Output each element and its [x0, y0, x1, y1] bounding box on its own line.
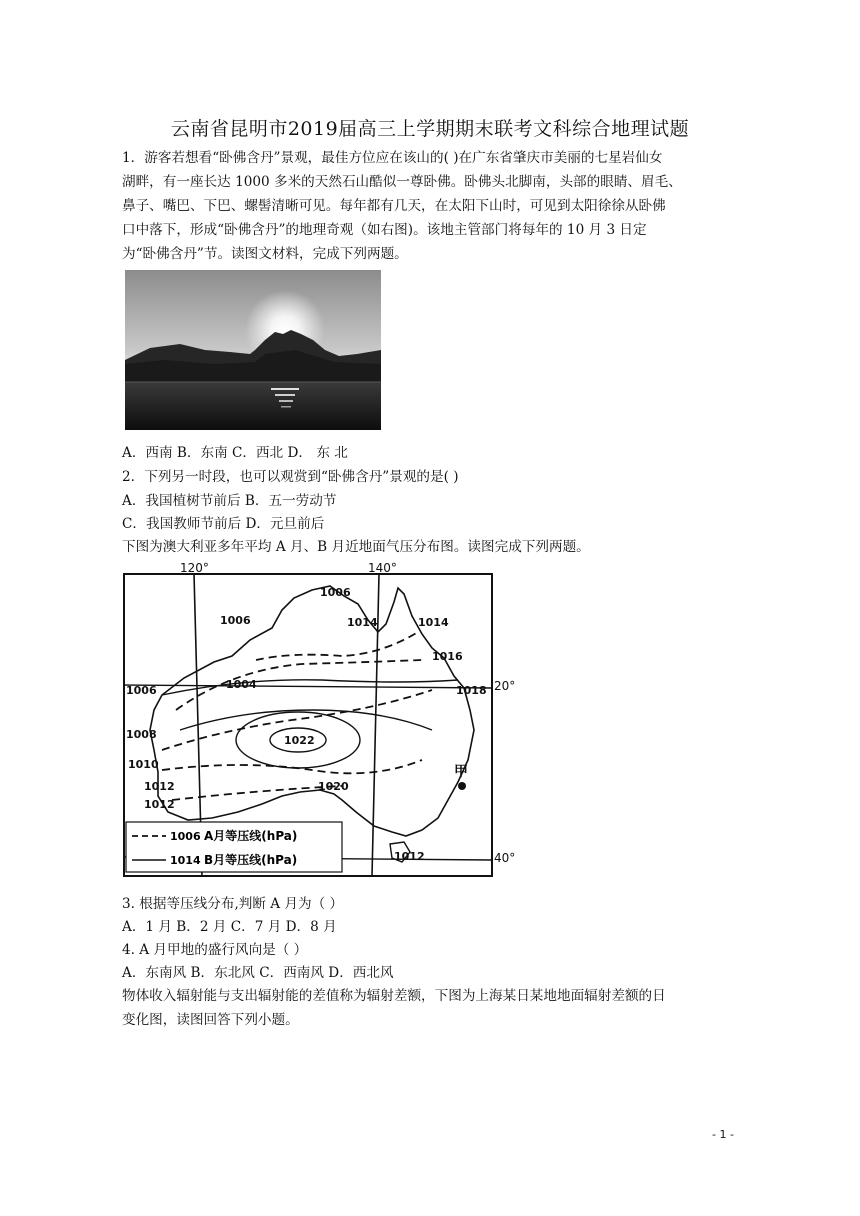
- document-title: 云南省昆明市2019届高三上学期期末联考文科综合地理试题: [170, 118, 690, 140]
- location-label: 甲: [454, 764, 468, 780]
- question-4-options: A．东南风 B．东北风 C．西南风 D．西北风: [122, 965, 394, 981]
- legend-b-text: B月等压线(hPa): [204, 853, 298, 867]
- question-1-options: A．西南 B．东南 C．西北 D． 东 北: [122, 445, 348, 461]
- australia-pressure-map: [122, 560, 522, 886]
- question-1-line-4: 口中落下，形成“卧佛含丹”的地理奇观（如右图)。该地主管部门将每年的 10 月 3 日定: [122, 222, 647, 238]
- sunset-mountain-photo: [125, 270, 381, 430]
- isobar-label: 1014: [347, 616, 378, 629]
- question-3-options: A．1 月 B．2 月 C．7 月 D．8 月: [122, 919, 337, 935]
- latitude-label: 40°: [494, 851, 516, 865]
- isobar-label: 1006: [220, 614, 251, 627]
- question-3-stem: 3. 根据等压线分布,判断 A 月为（ ）: [122, 896, 344, 912]
- longitude-label: 120°: [180, 561, 209, 575]
- page-number: - 1 -: [712, 1128, 734, 1141]
- isobar-label: 1010: [128, 758, 159, 771]
- longitude-label: 140°: [368, 561, 397, 575]
- question-2-stem: 2．下列另一时段，也可以观赏到“卧佛含丹”景观的是( ): [122, 469, 459, 485]
- isobar-label: 1006: [126, 684, 157, 697]
- legend-b-value: 1014: [170, 854, 201, 867]
- question-1-line-3: 鼻子、嘴巴、下巴、螺髻清晰可见。每年都有几天，在太阳下山时，可见到太阳徐徐从卧佛: [122, 198, 666, 214]
- isobar-label: 1018: [456, 684, 487, 697]
- map-intro: 下图为澳大利亚多年平均 A 月、B 月近地面气压分布图。读图完成下列两题。: [122, 539, 590, 555]
- question-1-line-1: 1．游客若想看“卧佛含丹”景观，最佳方位应在该山的( )在广东省肇庆市美丽的七星岩仙女: [122, 150, 663, 166]
- question-4-stem: 4. A 月甲地的盛行风向是（ ）: [122, 942, 308, 958]
- legend-a-text: A月等压线(hPa): [204, 829, 298, 843]
- question-1-line-5: 为“卧佛含丹”节。读图文材料，完成下列两题。: [122, 246, 408, 262]
- question-2-options-cd: C．我国教师节前后 D．元旦前后: [122, 516, 325, 532]
- question-5-intro-line-2: 变化图，读图回答下列小题。: [122, 1012, 299, 1028]
- isobar-label: 1004: [226, 678, 257, 691]
- latitude-label: 20°: [494, 679, 516, 693]
- isobar-label: 1014: [418, 616, 449, 629]
- question-2-options-ab: A．我国植树节前后 B．五一劳动节: [122, 493, 337, 509]
- location-marker: [458, 782, 466, 790]
- legend-a-value: 1006: [170, 830, 201, 843]
- isobar-label: 1012: [144, 780, 175, 793]
- isobar-label: 1006: [320, 586, 351, 599]
- isobar-label: 1012: [394, 850, 425, 863]
- isobar-label: 1008: [126, 728, 157, 741]
- question-1-line-2: 湖畔，有一座长达 1000 多米的天然石山酷似一尊卧佛。卧佛头北脚南，头部的眼睛、眉毛、: [122, 174, 682, 190]
- isobar-label: 1022: [284, 734, 315, 747]
- isobar-label: 1012: [144, 798, 175, 811]
- isobar-label: 1016: [432, 650, 463, 663]
- question-5-intro-line-1: 物体收入辐射能与支出辐射能的差值称为辐射差额，下图为上海某日某地地面辐射差额的日: [122, 988, 666, 1004]
- isobar-label: 1020: [318, 780, 349, 793]
